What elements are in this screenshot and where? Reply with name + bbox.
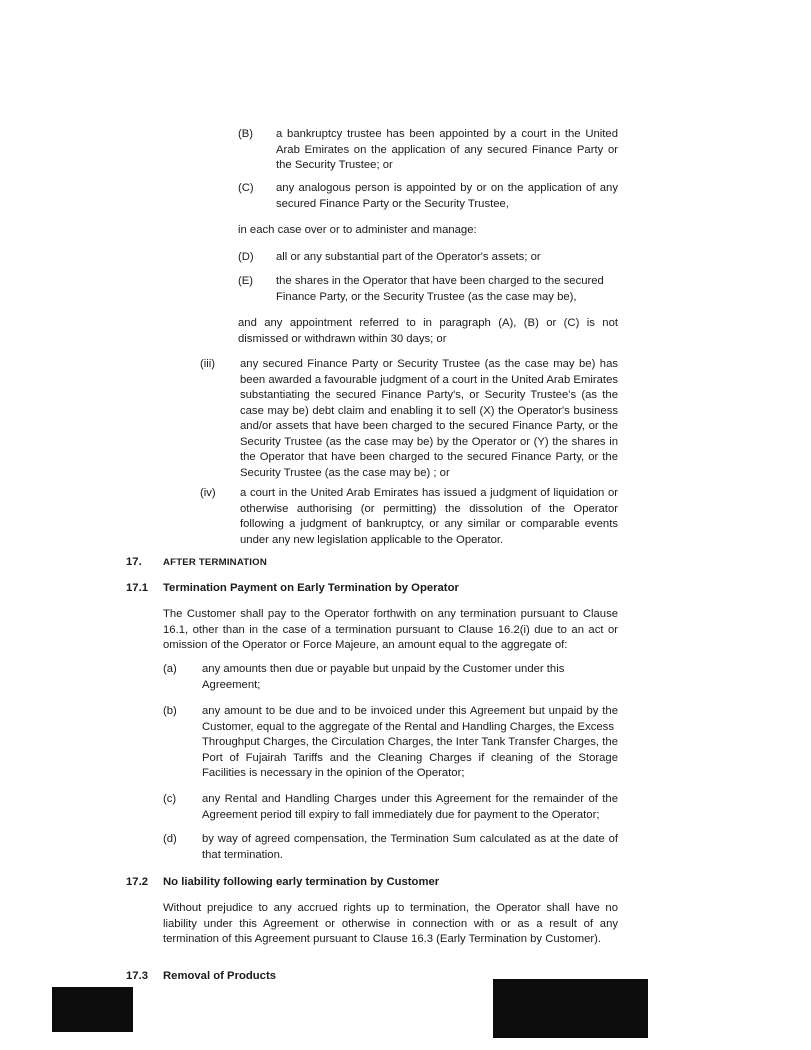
item-text-a: any amounts then due or payable but unpaid by the Customer under this Agreement; bbox=[202, 663, 565, 691]
item-text-b-17-part1: any amount to be due and to be invoiced under this Agreement but unpaid by the Customer, equal to the aggregate of the Rental and Handling Charges, the Excess bbox=[202, 705, 618, 733]
item-text-d-17: by way of agreed compensation, the Termination Sum calculated as at the date of that termination. bbox=[202, 833, 618, 861]
redaction-box-right bbox=[493, 979, 648, 1038]
item-text-b: a bankruptcy trustee has been appointed by a court in the United Arab Emirates on the application of any secured Finance Party or the Security Trustee; or bbox=[276, 128, 618, 171]
item-label-b-17: (b) bbox=[163, 705, 177, 717]
appointment-paragraph: and any appointment referred to in paragraph (A), (B) or (C) is not dismissed or withdrawn within 30 days; or bbox=[238, 317, 618, 345]
item-text-iii: any secured Finance Party or Security Trustee (as the case may be) has been awarded a favourable judgment of a court in the United Arab Emirates substantiating the secured Finance Party's, or Security Trustee's (as the case may be) debt claim and enabling it to sell (X) the Operator's business and/or assets that have been charged to the secured Finance Party, or the Security Trustee (as the case may be) by the Operator or (Y) the shares in the Operator that have been charged to the secured Finance Party, or the Security Trustee (as the case may be) ; or bbox=[240, 358, 618, 479]
item-text-e: the shares in the Operator that have been charged to the secured Finance Party, or the Security Trustee (as the case may be), bbox=[276, 275, 604, 303]
clause-17-1-number: 17.1 bbox=[126, 582, 148, 594]
clause-17-3-heading: Removal of Products bbox=[163, 970, 276, 982]
clause-17-3-number: 17.3 bbox=[126, 970, 148, 982]
clause-17-1-heading: Termination Payment on Early Termination by Operator bbox=[163, 582, 459, 594]
item-label-e: (E) bbox=[238, 275, 254, 287]
item-text-c-17: any Rental and Handling Charges under this Agreement for the remainder of the Agreement period till expiry to fall immediately due for payment to the Operator; bbox=[202, 793, 618, 821]
item-text-d: all or any substantial part of the Operator's assets; or bbox=[276, 251, 541, 263]
clause-17-heading: AFTER TERMINATION bbox=[163, 557, 267, 568]
item-text-b-17-part2: Throughput Charges, the Circulation Charges, the Inter Tank Transfer Charges, the Port of Fujairah Tariffs and the Cleaning Charges if cleaning of the Storage Facilities is necessary in the opinion of the Operator; bbox=[202, 736, 618, 779]
item-label-d-17: (d) bbox=[163, 833, 177, 845]
clause-17-number: 17. bbox=[126, 556, 142, 568]
item-label-d: (D) bbox=[238, 251, 254, 263]
item-label-c-17: (c) bbox=[163, 793, 177, 805]
item-label-c: (C) bbox=[238, 182, 254, 194]
clause-17-2-heading: No liability following early termination by Customer bbox=[163, 876, 440, 888]
clause-17-1-intro: The Customer shall pay to the Operator forthwith on any termination pursuant to Clause 16.1, other than in the case of a termination pursuant to Clause 16.2(i) due to an act or omission of the Operator or Force Majeure, an amount equal to the aggregate of: bbox=[163, 608, 618, 651]
clause-17-2-number: 17.2 bbox=[126, 876, 148, 888]
item-label-iv: (iv) bbox=[200, 487, 216, 499]
redaction-box-left bbox=[52, 987, 133, 1032]
item-text-iv: a court in the United Arab Emirates has issued a judgment of liquidation or otherwise authorising (or permitting) the dissolution of the Operator following a judgment of bankruptcy, or any similar or comparable events under any new legislation applicable to the Operator. bbox=[240, 487, 618, 546]
item-label-a: (a) bbox=[163, 663, 177, 675]
item-label-iii: (iii) bbox=[200, 358, 216, 370]
item-label-b: (B) bbox=[238, 128, 254, 140]
clause-17-2-text: Without prejudice to any accrued rights up to termination, the Operator shall have no liability under this Agreement or otherwise in connection with or as a result of any termination of this Agreement pursuant to Clause 16.3 (Early Termination by Customer). bbox=[163, 902, 618, 945]
each-case-text: in each case over or to administer and manage: bbox=[238, 224, 477, 236]
item-text-c: any analogous person is appointed by or on the application of any secured Finance Party or the Security Trustee, bbox=[276, 182, 618, 210]
